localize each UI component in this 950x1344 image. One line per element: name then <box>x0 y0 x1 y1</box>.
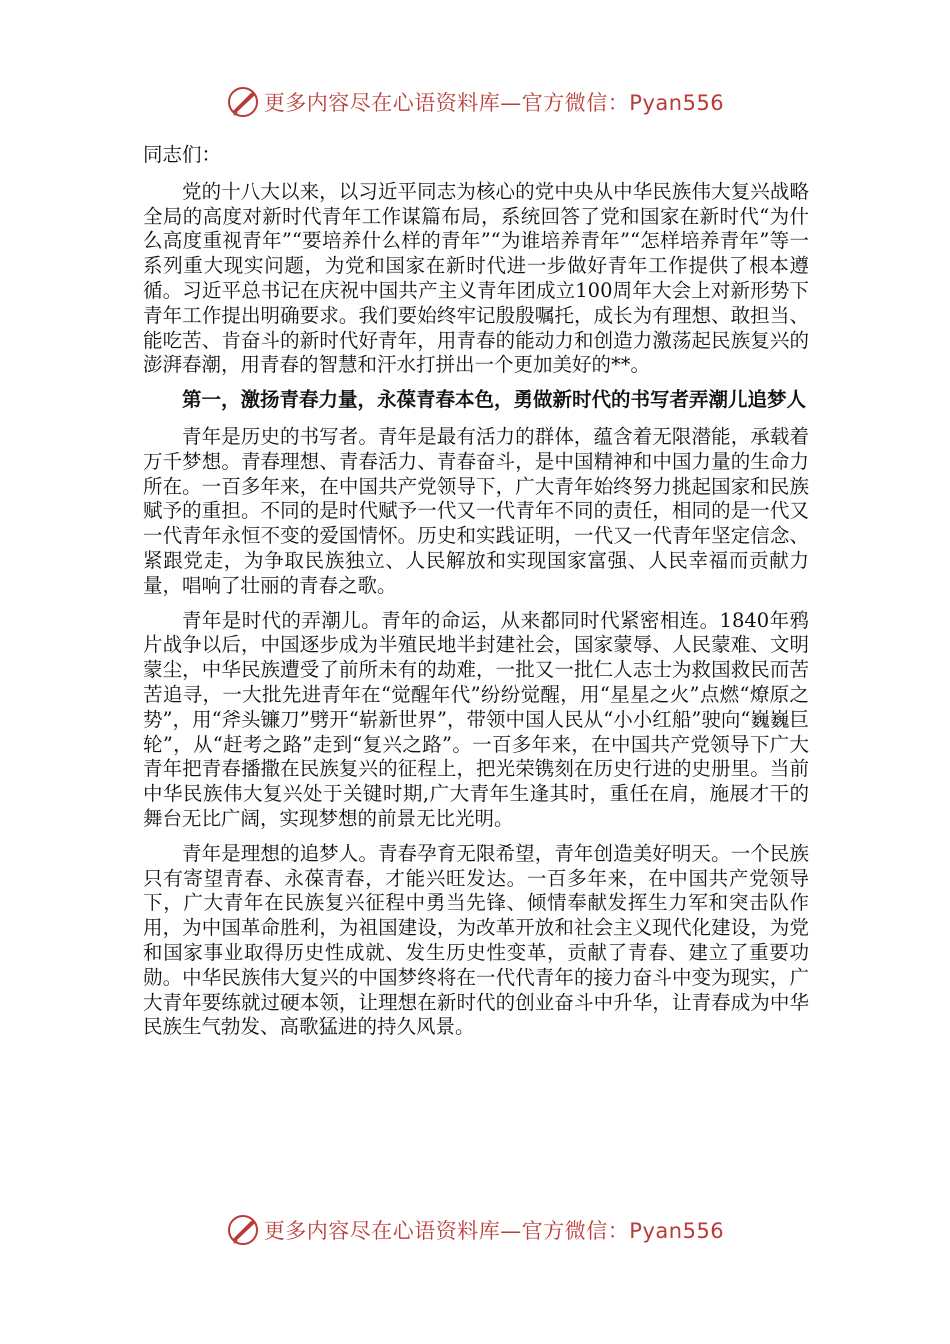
paragraph-history-writer: 青年是历史的书写者。青年是最有活力的群体，蕴含着无限潜能，承载着万千梦想。青春理想、青春活力、青春奋斗，是中国精神和中国力量的生命力所在。一百多年来，在中国共产党领导下，广大青年始终努力挑起国家和民族赋予的重担。不同的是时代赋予一代又一代青年不同的责任，相同的是一代又一代青年永恒不变的爱国情怀。历史和实践证明，一代又一代青年坚定信念、紧跟党走，为争取民族独立、人民解放和实现国家富强、人民幸福而贡献力量，唱响了壮丽的青春之歌。 <box>143 424 809 597</box>
footer-banner <box>0 1208 950 1252</box>
header-banner-text: 更多内容尽在心语资料库—官方微信：Pyan556 <box>263 91 725 115</box>
intro-paragraph: 党的十八大以来，以习近平同志为核心的党中央从中华民族伟大复兴战略全局的高度对新时代青年工作谋篇布局，系统回答了党和国家在新时代“为什么高度重视青年”“要培养什么样的青年”“为谁培养青年”“怎样培养青年”等一系列重大现实问题，为党和国家在新时代进一步做好青年工作提供了根本遵循。习近平总书记在庆祝中国共产主义青年团成立100周年大会上对新形势下青年工作提出明确要求。我们要始终牢记殷殷嘱托，成长为有理想、敢担当、能吃苦、肯奋斗的新时代好青年，用青春的能动力和创造力激荡起民族复兴的澎湃春潮，用青春的智慧和汗水打拼出一个更加美好的**。 <box>143 179 809 377</box>
footer-banner-text: 更多内容尽在心语资料库—官方微信：Pyan556 <box>263 1219 725 1243</box>
salutation: 同志们： <box>143 143 222 166</box>
quill-pen-logo-icon <box>226 1213 260 1247</box>
document-body <box>143 143 809 1050</box>
quill-pen-logo-icon <box>226 85 260 119</box>
paragraph-dream-chaser: 青年是理想的追梦人。青春孕育无限希望，青年创造美好明天。一个民族只有寄望青春、永葆青春，才能兴旺发达。一百多年来，在中国共产党领导下，广大青年在民族复兴征程中勇当先锋、倾情奉献发挥生力军和突击队作用，为中国革命胜利，为祖国建设，为改革开放和社会主义现代化建设，为党和国家事业取得历史性成就、发生历史性变革，贡献了青春、建立了重要功勋。中华民族伟大复兴的中国梦终将在一代代青年的接力奋斗中变为现实，广大青年要练就过硬本领，让理想在新时代的创业奋斗中升华，让青春成为中华民族生气勃发、高歌猛进的持久风景。 <box>143 841 809 1039</box>
header-banner <box>0 80 950 124</box>
section-heading: 第一，激扬青春力量，永葆青春本色，勇做新时代的书写者弄潮儿追梦人 <box>182 388 807 412</box>
paragraph-era-trendsetter: 青年是时代的弄潮儿。青年的命运，从来都同时代紧密相连。1840年鸦片战争以后，中国逐步成为半殖民地半封建社会，国家蒙辱、人民蒙难、文明蒙尘，中华民族遭受了前所未有的劫难，一批又一批仁人志士为救国救民而苦苦追寻，一大批先进青年在“觉醒年代”纷纷觉醒，用“星星之火”点燃“燎原之势”，用“斧头镰刀”劈开“崭新世界”，带领中国人民从“小小红船”驶向“巍巍巨轮”，从“赶考之路”走到“复兴之路”。一百多年来，在中国共产党领导下广大青年把青春播撒在民族复兴的征程上，把光荣镌刻在历史行进的史册里。当前中华民族伟大复兴处于关键时期,广大青年生逢其时，重任在肩，施展才干的舞台无比广阔，实现梦想的前景无比光明。 <box>143 608 809 830</box>
